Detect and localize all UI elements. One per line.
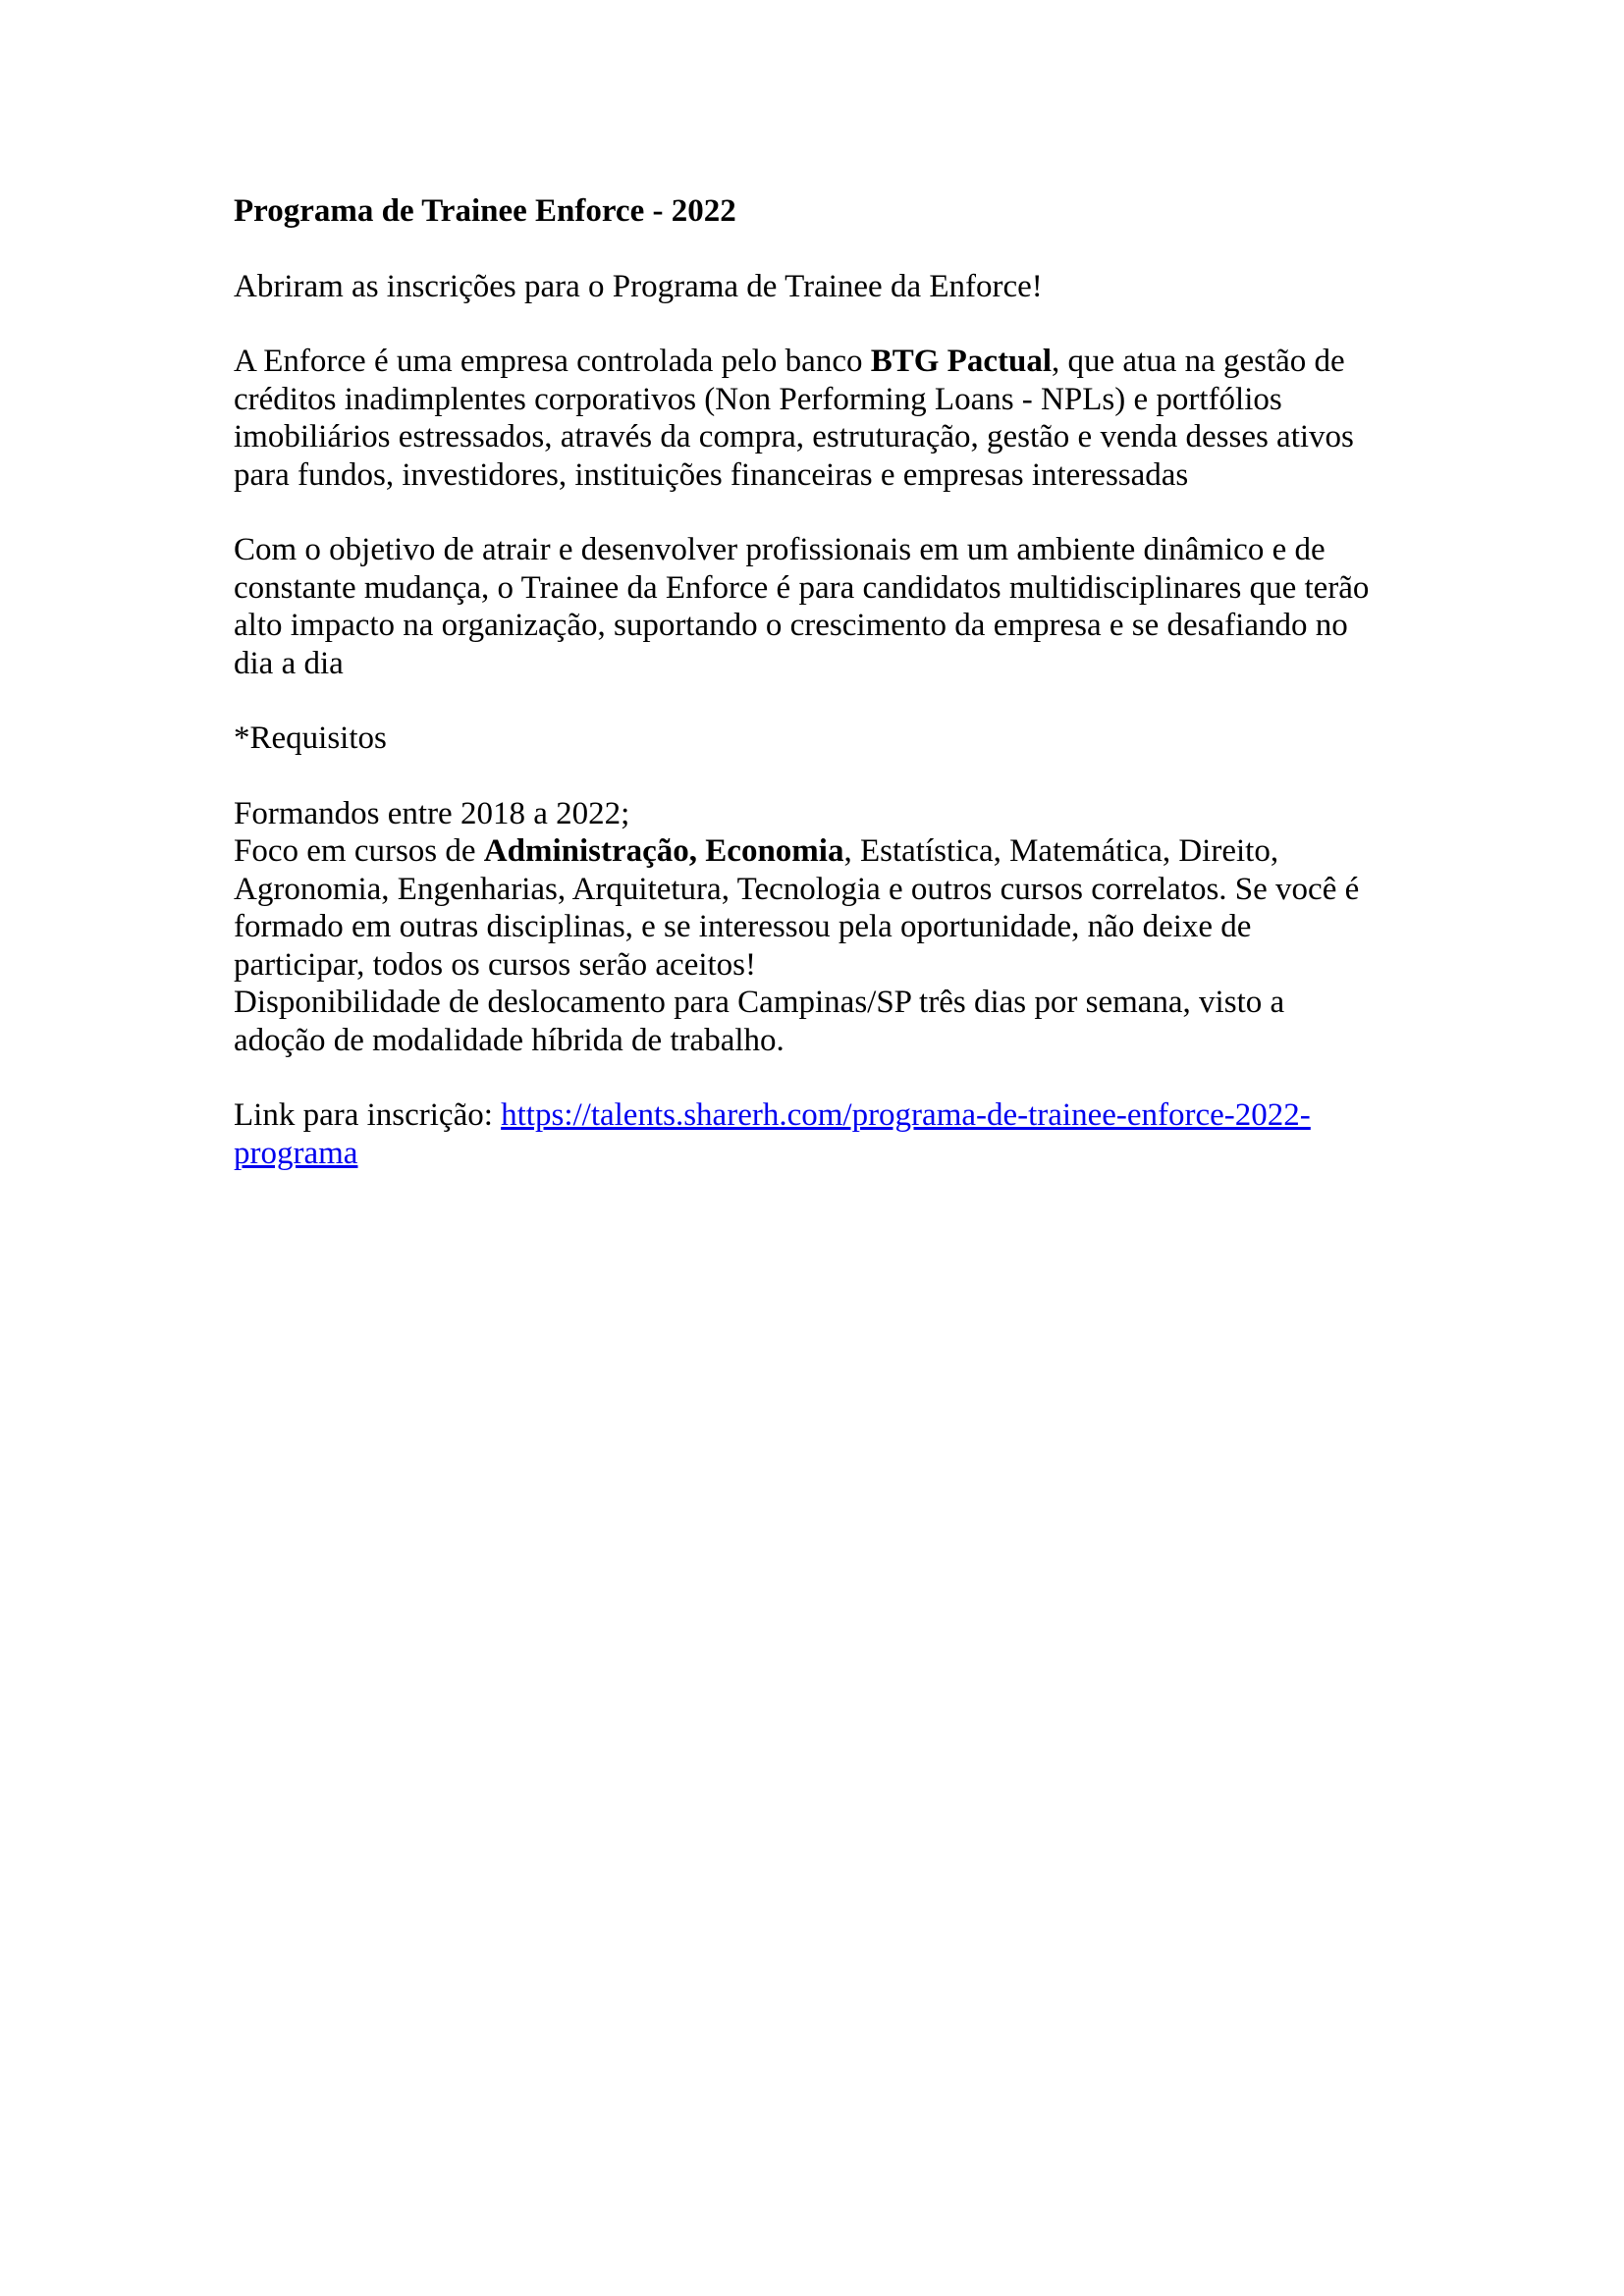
requirements-heading: *Requisitos <box>234 721 387 756</box>
objective-paragraph <box>234 531 1412 682</box>
objective-line-1: Com o objetivo de atrair e desenvolver profissionais em um ambiente dinâmico e de <box>234 532 1326 567</box>
objective-line-3: alto impacto na organização, suportando o crescimento da empresa e se desafiando no <box>234 608 1348 643</box>
requirements-line-3: Agronomia, Engenharias, Arquitetura, Tecnologia e outros cursos correlatos. Se você é <box>234 871 1360 907</box>
signup-paragraph <box>234 1096 1412 1172</box>
objective-line-4: dia a dia <box>234 645 344 681</box>
about-line-1 <box>234 344 1345 379</box>
requirements-line-2-post: , Estatística, Matemática, Direito, <box>843 833 1279 869</box>
signup-label: Link para inscrição: <box>234 1097 502 1133</box>
requirements-line-1: Formandos entre 2018 a 2022; <box>234 795 630 831</box>
requirements-heading-paragraph <box>234 720 1412 758</box>
requirements-line-7: adoção de modalidade híbrida de trabalho. <box>234 1022 785 1058</box>
requirements-paragraph <box>234 795 1412 1060</box>
document-title: Programa de Trainee Enforce - 2022 <box>234 193 736 229</box>
requirements-line-6: Disponibilidade de deslocamento para Campinas/SP três dias por semana, visto a <box>234 985 1285 1020</box>
about-line-4: para fundos, investidores, instituições financeiras e empresas interessadas <box>234 456 1189 493</box>
about-line-3: imobiliários estressados, através da compra, estruturação, gestão e venda desses ativos <box>234 419 1354 454</box>
objective-line-2: constante mudança, o Trainee da Enforce é para candidatos multidisciplinares que terão <box>234 569 1370 606</box>
intro-text: Abriram as inscrições para o Programa de Trainee da Enforce! <box>234 268 1043 304</box>
requirements-line-5: participar, todos os cursos serão aceitos! <box>234 946 757 983</box>
document-title-paragraph <box>234 192 1412 231</box>
signup-line-1 <box>234 1097 1311 1133</box>
courses-bold: Administração, Economia <box>483 833 844 869</box>
requirements-line-2-pre: Foco em cursos de <box>234 833 484 869</box>
signup-link-part-2[interactable]: programa <box>234 1135 358 1171</box>
about-line-1-pre: A Enforce é uma empresa controlada pelo banco <box>234 344 871 379</box>
about-paragraph <box>234 343 1412 494</box>
requirements-line-2 <box>234 833 1278 869</box>
signup-link-part-1[interactable]: https://talents.sharerh.com/programa-de-trainee-enforce-2022- <box>501 1097 1311 1133</box>
about-line-1-post: , que atua na gestão de <box>1052 344 1345 379</box>
document-page <box>234 192 1412 1209</box>
intro-paragraph <box>234 268 1412 306</box>
about-line-2: créditos inadimplentes corporativos (Non Performing Loans - NPLs) e portfólios <box>234 381 1282 417</box>
company-name-bold: BTG Pactual <box>870 344 1052 379</box>
requirements-line-4: formado em outras disciplinas, e se interessou pela oportunidade, não deixe de <box>234 909 1252 944</box>
